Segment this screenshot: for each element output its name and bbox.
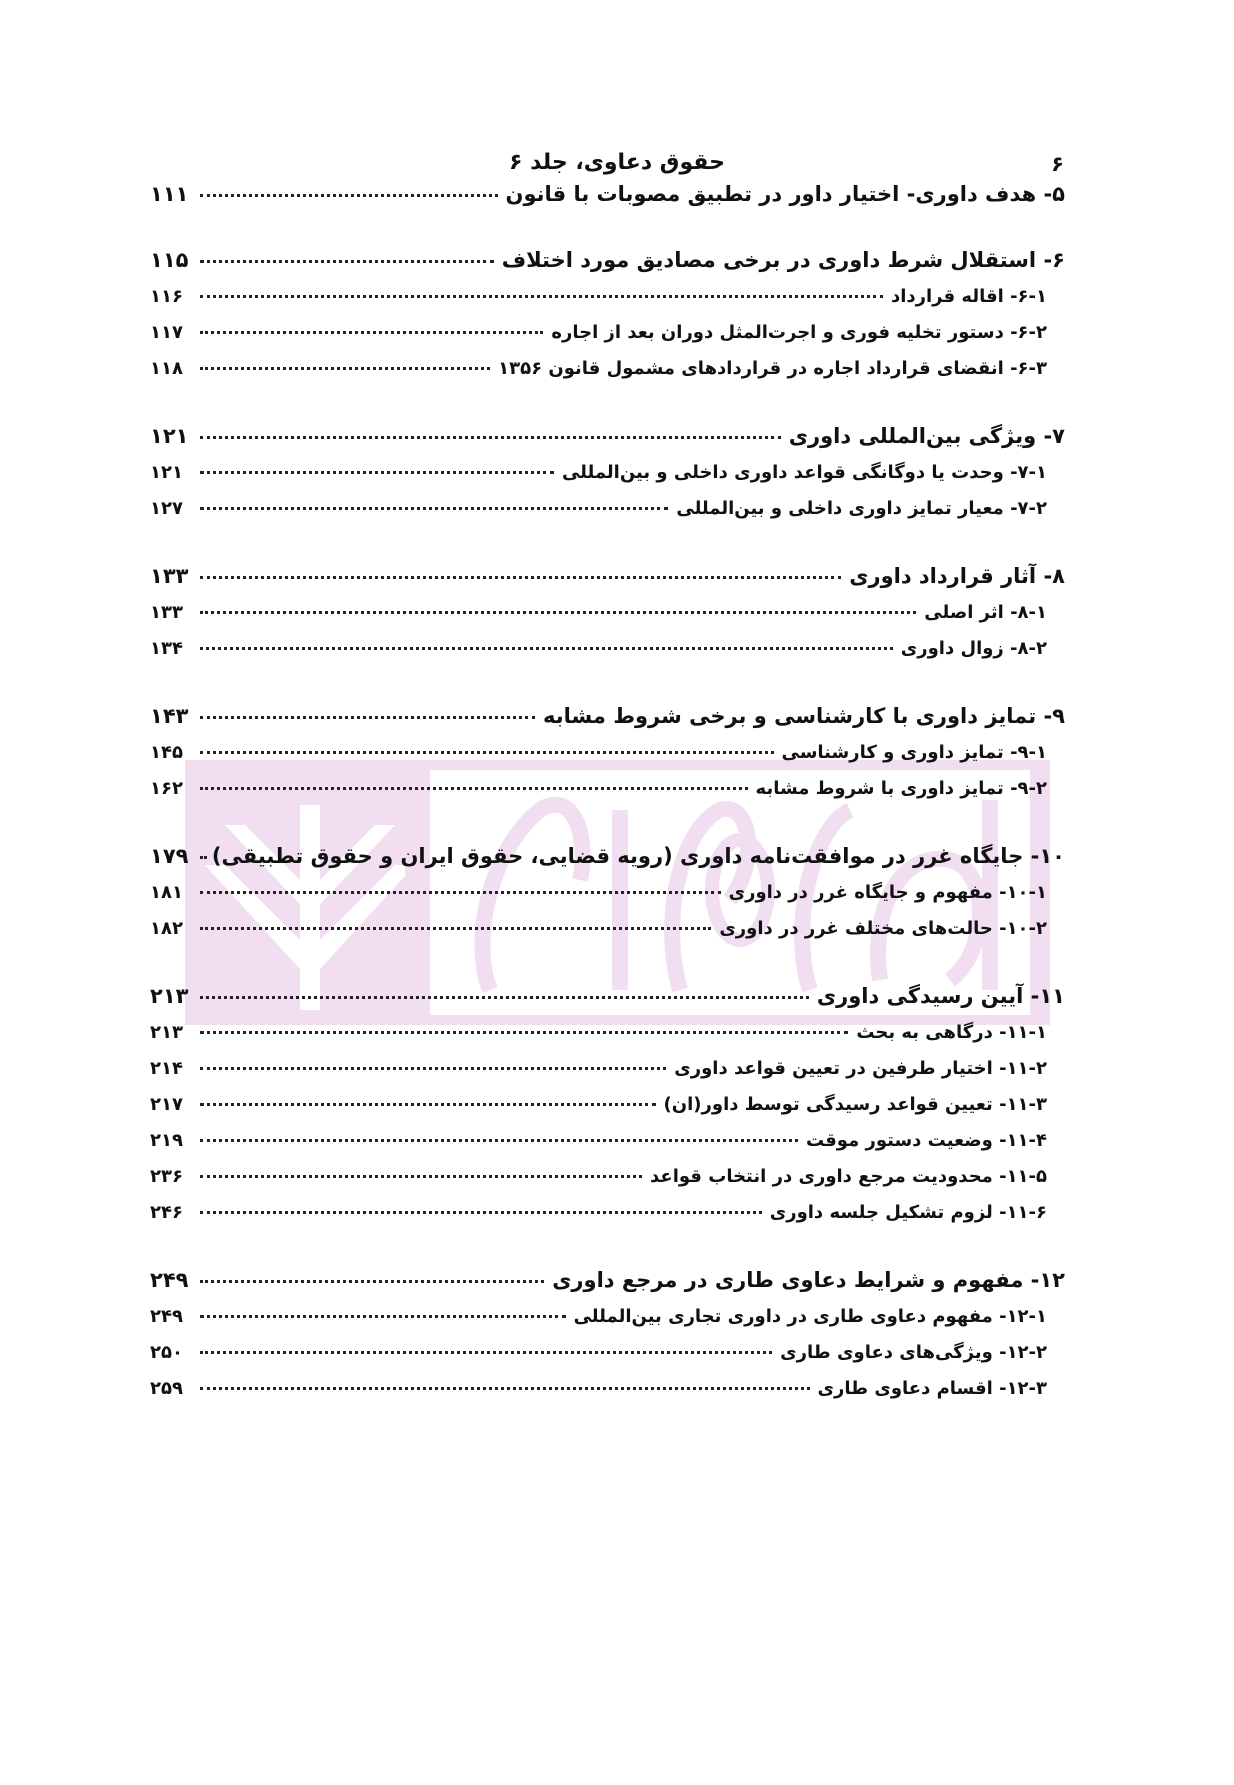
dot-leader: [200, 295, 883, 298]
toc-entry-title: ۶- استقلال شرط داوری در برخی مصادیق مورد اختلاف: [501, 248, 1065, 272]
dot-leader: [200, 507, 668, 510]
toc-page-number: ۱۱۵: [150, 248, 189, 272]
toc-entry-title: ۱۱-۴- وضعیت دستور موقت: [805, 1130, 1047, 1151]
toc-entry-title: ۱۱-۱- درگاهی به بحث: [856, 1022, 1047, 1043]
toc-chapter-entry: [150, 1268, 1065, 1302]
dot-leader: [200, 331, 543, 334]
toc-chapter-entry: [150, 704, 1065, 738]
toc-entry-title: ۱۱-۶- لزوم تشکیل جلسه داوری: [769, 1202, 1047, 1223]
toc-entry-title: ۱۰- جایگاه غرر در موافقت‌نامه داوری (رویه قضایی، حقوق ایران و حقوق تطبیقی): [211, 844, 1065, 868]
toc-section-entry: [150, 1094, 1065, 1128]
dot-leader: [200, 1351, 772, 1354]
toc-section-entry: [150, 1342, 1065, 1376]
toc-entry-title: ۹- تمایز داوری با کارشناسی و برخی شروط مشابه: [543, 704, 1065, 728]
toc-entry-title: ۹-۲- تمایز داوری با شروط مشابه: [755, 778, 1047, 799]
toc-page-number: ۲۳۶: [150, 1166, 183, 1187]
dot-leader: [200, 1280, 544, 1283]
toc-entry-title: ۱۱-۳- تعیین قواعد رسیدگی توسط داور(ان): [663, 1094, 1047, 1115]
toc-page-number: ۱۴۵: [150, 742, 183, 763]
dot-leader: [200, 1067, 666, 1070]
toc-chapter-entry: [150, 844, 1065, 878]
toc-page-number: ۱۱۱: [150, 182, 189, 206]
toc-page-number: ۱۲۱: [150, 462, 183, 483]
toc-section-entry: [150, 358, 1065, 392]
dot-leader: [200, 1211, 762, 1214]
dot-leader: [200, 996, 809, 999]
toc-section-entry: [150, 742, 1065, 776]
toc-page-number: ۲۱۳: [150, 1022, 183, 1043]
toc-entry-title: ۵- هدف داوری- اختیار داور در تطبیق مصوبات با قانون: [505, 182, 1065, 206]
dot-leader: [200, 856, 204, 859]
toc-page-number: ۱۱۷: [150, 322, 183, 343]
dot-leader: [200, 367, 490, 370]
toc-entry-title: ۱۱- آیین رسیدگی داوری: [816, 984, 1065, 1008]
dot-leader: [200, 1139, 798, 1142]
toc-section-entry: [150, 638, 1065, 672]
toc-section-entry: [150, 1166, 1065, 1200]
toc-page-number: ۱۳۳: [150, 564, 189, 588]
toc-page-number: ۲۱۷: [150, 1094, 183, 1115]
dot-leader: [200, 1103, 656, 1106]
toc-entry-title: ۷-۱- وحدت یا دوگانگی قواعد داوری داخلی و بین‌المللی: [561, 462, 1047, 483]
toc-entry-title: ۸-۲- زوال داوری: [900, 638, 1047, 659]
dot-leader: [200, 647, 893, 650]
toc-page-number: ۱۴۳: [150, 704, 189, 728]
toc-page-number: ۲۱۴: [150, 1058, 183, 1079]
toc-page-number: ۱۸۱: [150, 882, 183, 903]
toc-section-entry: [150, 1130, 1065, 1164]
toc-section-entry: [150, 322, 1065, 356]
toc-page-number: ۱۶۲: [150, 778, 183, 799]
dot-leader: [200, 471, 554, 474]
dot-leader: [200, 1175, 642, 1178]
toc-entry-title: ۶-۲- دستور تخلیه فوری و اجرت‌المثل دوران بعد از اجاره: [551, 322, 1047, 343]
toc-page-number: ۲۱۳: [150, 984, 189, 1008]
toc-entry-title: ۱۱-۵- محدودیت مرجع داوری در انتخاب قواعد: [650, 1166, 1047, 1187]
toc-entry-title: ۶-۳- انقضای قرارداد اجاره در قراردادهای مشمول قانون ۱۳۵۶: [498, 358, 1047, 379]
dot-leader: [200, 1387, 810, 1390]
dot-leader: [200, 1315, 566, 1318]
toc-page-number: ۱۱۶: [150, 286, 183, 307]
dot-leader: [200, 751, 774, 754]
dot-leader: [200, 611, 916, 614]
toc-entry-title: ۱۲-۳- اقسام دعاوی طاری: [817, 1378, 1047, 1399]
toc-page-number: ۲۴۹: [150, 1268, 189, 1292]
toc-page-number: ۱۲۷: [150, 498, 183, 519]
toc-section-entry: [150, 1306, 1065, 1340]
toc-page-number: ۱۳۴: [150, 638, 183, 659]
toc-entry-title: ۱۰-۲- حالت‌های مختلف غرر در داوری: [719, 918, 1047, 939]
toc-entry-title: ۷-۲- معیار تمایز داوری داخلی و بین‌المللی: [676, 498, 1047, 519]
toc-entry-title: ۱۲-۲- ویژگی‌های دعاوی طاری: [780, 1342, 1047, 1363]
toc-chapter-entry: [150, 564, 1065, 598]
toc-section-entry: [150, 1378, 1065, 1412]
toc-page-number: ۱۸۲: [150, 918, 183, 939]
toc-chapter-entry: [150, 182, 1065, 216]
toc-section-entry: [150, 918, 1065, 952]
dot-leader: [200, 194, 498, 197]
dot-leader: [200, 716, 535, 719]
toc-entry-title: ۱۲-۱- مفهوم دعاوی طاری در داوری تجاری بین‌المللی: [573, 1306, 1047, 1327]
running-title: حقوق دعاوی، جلد ۶: [509, 150, 725, 175]
toc-entry-title: ۱۰-۱- مفهوم و جایگاه غرر در داوری: [728, 882, 1047, 903]
toc-page-number: ۱۳۳: [150, 602, 183, 623]
toc-entry-title: ۹-۱- تمایز داوری و کارشناسی: [781, 742, 1047, 763]
toc-page-number: ۱۲۱: [150, 424, 189, 448]
dot-leader: [200, 436, 781, 439]
toc-section-entry: [150, 778, 1065, 812]
toc-page-number: ۲۴۶: [150, 1202, 183, 1223]
dot-leader: [200, 1031, 848, 1034]
toc-entry-title: ۸-۱- اثر اصلی: [924, 602, 1047, 623]
toc-section-entry: [150, 498, 1065, 532]
toc-entry-title: ۸- آثار قرارداد داوری: [849, 564, 1065, 588]
dot-leader: [200, 576, 841, 579]
toc-section-entry: [150, 1058, 1065, 1092]
toc-section-entry: [150, 602, 1065, 636]
toc-section-entry: [150, 1022, 1065, 1056]
dot-leader: [200, 891, 721, 894]
dot-leader: [200, 260, 494, 263]
toc-chapter-entry: [150, 248, 1065, 282]
toc-page-number: ۲۱۹: [150, 1130, 183, 1151]
toc-page-number: ۲۵۹: [150, 1378, 183, 1399]
toc-page-number: ۱۷۹: [150, 844, 189, 868]
toc-chapter-entry: [150, 424, 1065, 458]
toc-entry-title: ۱۲- مفهوم و شرایط دعاوی طاری در مرجع داوری: [552, 1268, 1065, 1292]
toc-page-number: ۱۱۸: [150, 358, 183, 379]
dot-leader: [200, 927, 711, 930]
toc-section-entry: [150, 1202, 1065, 1236]
page-number: ۶: [1051, 152, 1064, 176]
toc-entry-title: ۱۱-۲- اختیار طرفین در تعیین قواعد داوری: [674, 1058, 1047, 1079]
toc-section-entry: [150, 462, 1065, 496]
toc-section-entry: [150, 286, 1065, 320]
toc-entry-title: ۶-۱- اقاله قرارداد: [890, 286, 1047, 307]
toc-page-number: ۲۵۰: [150, 1342, 183, 1363]
toc-entry-title: ۷- ویژگی بین‌المللی داوری: [788, 424, 1065, 448]
toc-chapter-entry: [150, 984, 1065, 1018]
toc-section-entry: [150, 882, 1065, 916]
toc-page-number: ۲۴۹: [150, 1306, 183, 1327]
dot-leader: [200, 787, 748, 790]
